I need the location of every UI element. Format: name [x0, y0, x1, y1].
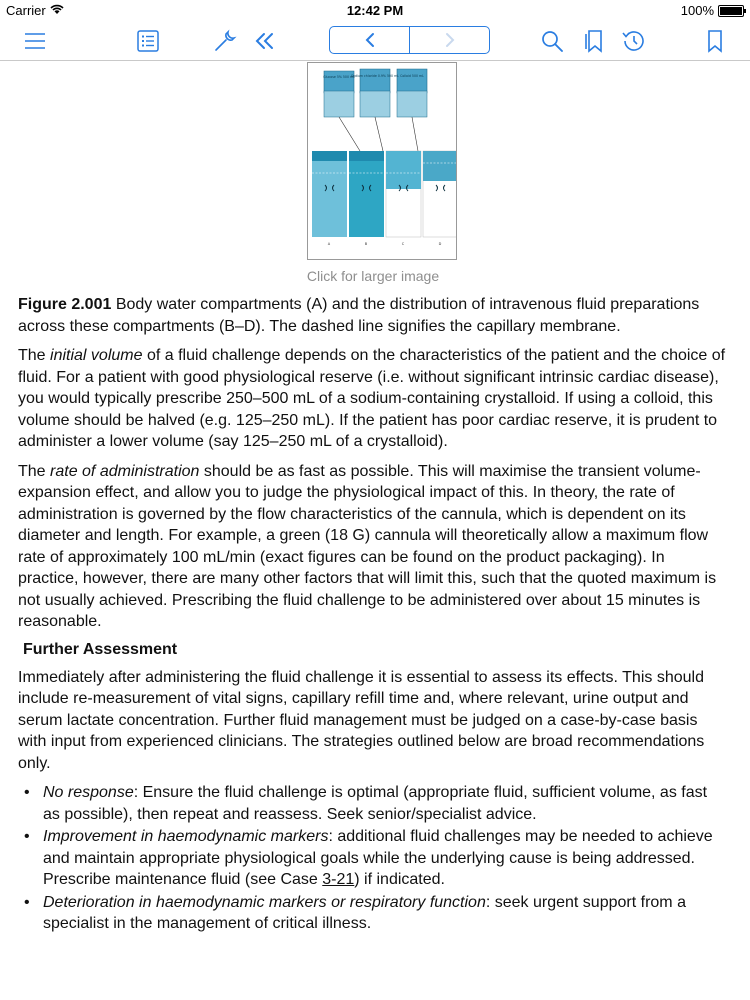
- back-button[interactable]: [330, 27, 409, 53]
- forward-button[interactable]: [409, 27, 489, 53]
- back-icon: [363, 32, 377, 48]
- bag-label-a: Glucose 5% 500 mL: [323, 75, 355, 79]
- p1-body: of a fluid challenge depends on the characteristics of the patient and the choice of fluid. For a patient with good physiological reserve (i.e. without significant intrinsic cardiac disease), you would typically prescribe 250–500 mL of a sodium-containing crystalloid. If using a colloid, this volume should be halved (e.g. 125–250 mL). If the patient has poor cardiac reserve, it is prudent to administer a lower volume (say 125–250 mL of a crystalloid).: [18, 347, 726, 450]
- panel-label-c: C: [401, 242, 405, 246]
- battery-percent: 100%: [680, 3, 714, 18]
- battery-status: [681, 3, 744, 18]
- paragraph-initial-volume: [18, 345, 728, 453]
- panel-label-d: D: [438, 242, 442, 246]
- body-water-diagram: [308, 63, 456, 259]
- panel-label-b: B: [364, 242, 368, 246]
- list-icon[interactable]: [135, 28, 161, 54]
- p2-lead: The: [18, 462, 51, 480]
- reader-toolbar: [0, 20, 750, 61]
- case-link[interactable]: 3-21: [322, 871, 355, 888]
- double-chevron-left-icon[interactable]: [252, 28, 278, 54]
- list-item: [18, 892, 728, 935]
- strategy-list: [18, 782, 728, 935]
- bullet-tail: ) if indicated.: [354, 871, 445, 888]
- search-icon[interactable]: [539, 28, 565, 54]
- paragraph-further-assessment: Immediately after administering the fluid challenge it is essential to assess its effects. This should include re-measurement of vital signs, capillary refill time and, where relevant, urine output and serum lactate concentration. Further fluid management must be judged on a case-by-case basis with input from experienced clinicians. The strategies outlined below are broad recommendations only.: [18, 668, 705, 772]
- bullet-text: : additional fluid challenges may be needed to achieve and maintain appropriate physiological goals while the underlying cause is being addressed. Prescribe maintenance fluid (see Case: [43, 828, 713, 888]
- bookmark-icon[interactable]: [702, 28, 728, 54]
- figure-caption-text: Body water compartments (A) and the distribution of intravenous fluid preparations across these compartments (B–D). The dashed line signifies the capillary membrane.: [18, 296, 700, 335]
- history-icon[interactable]: [620, 28, 646, 54]
- status-bar: [0, 0, 750, 20]
- battery-icon: [718, 5, 744, 17]
- p2-body: should be as fast as possible. This will maximise the transient volume-expansion effect, and allow you to judge the physiological impact of this. In theory, the rate of administration is governed by the flow characteristics of the cannula, which is dependent on its diameter and length. For example, a green (18 G) cannula will theoretically allow a maximum flow rate of approximately 100 mL/min (exact figures can be found on the product packaging). In practice, however, there are many other factors that will limit this, such that the quoted maximum is not usually achieved. Prescribing the fluid challenge to be administered over about 15 minutes is reasonable.: [18, 462, 717, 630]
- article-content: [18, 62, 728, 936]
- clock: 12:42 PM: [346, 3, 404, 18]
- page-navigation: [329, 26, 490, 54]
- carrier-label: Carrier: [6, 3, 46, 18]
- menu-icon[interactable]: [22, 28, 48, 54]
- forward-icon: [443, 32, 457, 48]
- bullet-term: Improvement in haemodynamic markers: [43, 828, 329, 845]
- p2-term: rate of administration: [50, 462, 200, 480]
- click-for-larger-image-link[interactable]: Click for larger image: [306, 268, 440, 284]
- bag-label-b: Sodium chloride 0.9% 500 mL: [351, 74, 399, 78]
- figure-thumbnail[interactable]: [307, 62, 457, 260]
- p1-lead: The: [18, 347, 51, 364]
- wrench-icon[interactable]: [212, 28, 238, 54]
- bullet-term: Deterioration in haemodynamic markers or respiratory function: [43, 893, 486, 911]
- bullet-text: : Ensure the fluid challenge is optimal (appropriate fluid, sufficient volume, as fast as possible), then repeat and reassess. Seek senior/specialist advice.: [43, 784, 708, 823]
- paragraph-rate-of-administration: [18, 461, 728, 633]
- section-heading: Further Assessment: [23, 640, 178, 658]
- list-item: [18, 782, 728, 825]
- figure-label: Figure 2.001: [18, 296, 112, 313]
- bookmarks-icon[interactable]: [581, 28, 607, 54]
- p1-term: initial volume: [50, 347, 143, 364]
- figure-caption: [18, 294, 728, 337]
- list-item: [18, 826, 728, 891]
- bullet-term: No response: [43, 784, 134, 801]
- bullet-text: : seek urgent support from a specialist in the management of critical illness.: [43, 893, 686, 932]
- panel-label-a: A: [327, 242, 331, 246]
- bag-label-c: Colloid 500 mL: [400, 74, 424, 78]
